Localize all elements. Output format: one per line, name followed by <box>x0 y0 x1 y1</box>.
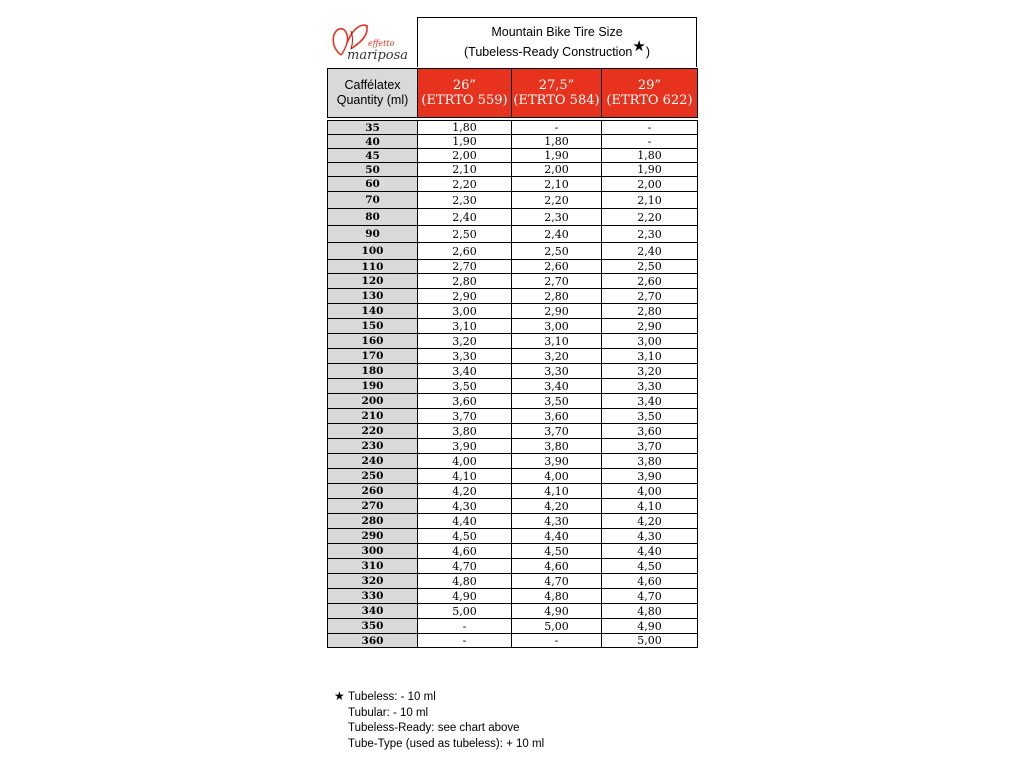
quantity-cell: 320 <box>328 574 418 589</box>
quantity-cell: 290 <box>328 529 418 544</box>
title-line-1: Mountain Bike Tire Size <box>491 25 623 39</box>
quantity-cell: 80 <box>328 209 418 226</box>
footnote-row <box>334 737 544 753</box>
value-cell-29: 3,30 <box>602 379 698 394</box>
table-row <box>328 319 698 334</box>
value-cell-29: 4,40 <box>602 544 698 559</box>
column-header-26-size: 26” <box>452 78 477 93</box>
table-row <box>328 304 698 319</box>
butterfly-icon <box>327 17 417 68</box>
footnotes <box>334 689 544 752</box>
value-cell-275: 2,60 <box>512 260 602 274</box>
table-row <box>328 289 698 304</box>
quantity-cell: 70 <box>328 192 418 209</box>
value-cell-275: 2,20 <box>512 192 602 209</box>
table-row <box>328 499 698 514</box>
table-row <box>328 334 698 349</box>
value-cell-275: 2,90 <box>512 304 602 319</box>
quantity-cell: 45 <box>328 149 418 163</box>
column-header-26-etrto: (ETRTO 559) <box>421 93 508 108</box>
value-cell-275: 4,80 <box>512 589 602 604</box>
value-cell-29: - <box>602 135 698 149</box>
value-cell-29: 4,10 <box>602 499 698 514</box>
value-cell-275: 3,60 <box>512 409 602 424</box>
quantity-header-line-1: Caffélatex <box>344 78 401 92</box>
table-row <box>328 424 698 439</box>
quantity-cell: 180 <box>328 364 418 379</box>
value-cell-26: 2,90 <box>418 289 512 304</box>
value-cell-26: 4,00 <box>418 454 512 469</box>
table-row <box>328 529 698 544</box>
column-header-26 <box>418 69 512 118</box>
value-cell-275: 3,00 <box>512 319 602 334</box>
value-cell-275: 4,40 <box>512 529 602 544</box>
value-cell-29: 5,00 <box>602 634 698 648</box>
footnote-text: Tube-Type (used as tubeless): + 10 ml <box>348 737 545 750</box>
value-cell-29: 2,60 <box>602 274 698 289</box>
quantity-cell: 40 <box>328 135 418 149</box>
table-row <box>328 177 698 192</box>
value-cell-26: 2,40 <box>418 209 512 226</box>
value-cell-29: 3,90 <box>602 469 698 484</box>
table-row <box>328 149 698 163</box>
quantity-cell: 160 <box>328 334 418 349</box>
value-cell-26: 4,30 <box>418 499 512 514</box>
table-row <box>328 192 698 209</box>
value-cell-275: 3,80 <box>512 439 602 454</box>
value-cell-26: 4,80 <box>418 574 512 589</box>
value-cell-26: 3,60 <box>418 394 512 409</box>
value-cell-275: 4,30 <box>512 514 602 529</box>
value-cell-275: 2,00 <box>512 163 602 177</box>
value-cell-29: 4,50 <box>602 559 698 574</box>
value-cell-275: 4,70 <box>512 574 602 589</box>
value-cell-275: 3,10 <box>512 334 602 349</box>
table-row <box>328 514 698 529</box>
table-row <box>328 394 698 409</box>
footnote-row <box>334 689 544 706</box>
chart-title <box>417 17 697 67</box>
footnote-row <box>334 706 544 722</box>
table-row <box>328 559 698 574</box>
value-cell-29: 4,70 <box>602 589 698 604</box>
quantity-header-line-2: Quantity (ml) <box>336 93 409 107</box>
tire-size-chart <box>327 17 698 648</box>
value-cell-26: 1,90 <box>418 135 512 149</box>
quantity-column-header <box>328 69 418 118</box>
quantity-cell: 50 <box>328 163 418 177</box>
column-header-29-size: 29” <box>637 78 662 93</box>
quantity-cell: 310 <box>328 559 418 574</box>
star-icon: ★ <box>632 38 646 55</box>
value-cell-275: 1,80 <box>512 135 602 149</box>
value-cell-29: 4,30 <box>602 529 698 544</box>
size-table <box>327 68 698 648</box>
footnote-star-icon: ★ <box>334 689 345 703</box>
value-cell-275: 4,10 <box>512 484 602 499</box>
value-cell-26: 3,00 <box>418 304 512 319</box>
title-line-2-close: ) <box>645 45 650 59</box>
value-cell-26: 2,10 <box>418 163 512 177</box>
value-cell-26: 4,70 <box>418 559 512 574</box>
quantity-cell: 35 <box>328 121 418 135</box>
value-cell-29: 3,50 <box>602 409 698 424</box>
table-row <box>328 619 698 634</box>
column-header-29-etrto: (ETRTO 622) <box>606 93 693 108</box>
value-cell-26: 2,50 <box>418 226 512 243</box>
table-row <box>328 135 698 149</box>
value-cell-29: 4,20 <box>602 514 698 529</box>
table-header-row <box>328 69 698 118</box>
brand-logo <box>327 17 417 68</box>
quantity-cell: 130 <box>328 289 418 304</box>
chart-header <box>327 17 698 68</box>
table-row <box>328 243 698 260</box>
table-row <box>328 634 698 648</box>
value-cell-275: 3,90 <box>512 454 602 469</box>
value-cell-26: - <box>418 634 512 648</box>
value-cell-26: 3,80 <box>418 424 512 439</box>
value-cell-26: 4,60 <box>418 544 512 559</box>
value-cell-26: 2,00 <box>418 149 512 163</box>
value-cell-26: 2,30 <box>418 192 512 209</box>
value-cell-26: - <box>418 619 512 634</box>
value-cell-275: 3,50 <box>512 394 602 409</box>
table-row <box>328 484 698 499</box>
column-header-275-size: 27,5” <box>538 78 575 93</box>
quantity-cell: 90 <box>328 226 418 243</box>
footnote-text: Tubeless: - 10 ml <box>348 691 436 703</box>
value-cell-29: 3,20 <box>602 364 698 379</box>
value-cell-29: 4,90 <box>602 619 698 634</box>
table-row <box>328 574 698 589</box>
value-cell-275: 3,20 <box>512 349 602 364</box>
title-line-2-text: (Tubeless-Ready Construction <box>464 45 633 59</box>
value-cell-26: 2,20 <box>418 177 512 192</box>
value-cell-26: 4,50 <box>418 529 512 544</box>
value-cell-26: 3,30 <box>418 349 512 364</box>
value-cell-29: 2,80 <box>602 304 698 319</box>
value-cell-275: - <box>512 634 602 648</box>
table-row <box>328 209 698 226</box>
quantity-cell: 120 <box>328 274 418 289</box>
quantity-cell: 170 <box>328 349 418 364</box>
value-cell-26: 2,80 <box>418 274 512 289</box>
table-row <box>328 469 698 484</box>
value-cell-26: 3,40 <box>418 364 512 379</box>
table-row <box>328 454 698 469</box>
table-row <box>328 604 698 619</box>
quantity-cell: 280 <box>328 514 418 529</box>
table-row <box>328 274 698 289</box>
value-cell-29: 4,80 <box>602 604 698 619</box>
value-cell-26: 3,20 <box>418 334 512 349</box>
column-header-275-etrto: (ETRTO 584) <box>513 93 600 108</box>
value-cell-275: 2,10 <box>512 177 602 192</box>
value-cell-29: 2,30 <box>602 226 698 243</box>
footnote-row <box>334 721 544 737</box>
value-cell-275: - <box>512 121 602 135</box>
value-cell-26: 3,90 <box>418 439 512 454</box>
quantity-cell: 100 <box>328 243 418 260</box>
value-cell-275: 4,00 <box>512 469 602 484</box>
quantity-cell: 260 <box>328 484 418 499</box>
table-row <box>328 544 698 559</box>
value-cell-29: 4,60 <box>602 574 698 589</box>
quantity-cell: 110 <box>328 260 418 274</box>
value-cell-26: 4,20 <box>418 484 512 499</box>
value-cell-26: 3,10 <box>418 319 512 334</box>
quantity-cell: 190 <box>328 379 418 394</box>
quantity-cell: 140 <box>328 304 418 319</box>
value-cell-29: 2,20 <box>602 209 698 226</box>
quantity-cell: 360 <box>328 634 418 648</box>
brand-top-text: effetto <box>368 39 395 48</box>
value-cell-29: 3,70 <box>602 439 698 454</box>
quantity-cell: 210 <box>328 409 418 424</box>
value-cell-29: 3,60 <box>602 424 698 439</box>
value-cell-275: 2,70 <box>512 274 602 289</box>
value-cell-26: 4,10 <box>418 469 512 484</box>
table-row <box>328 226 698 243</box>
value-cell-29: 2,00 <box>602 177 698 192</box>
quantity-cell: 200 <box>328 394 418 409</box>
value-cell-26: 2,60 <box>418 243 512 260</box>
value-cell-275: 4,60 <box>512 559 602 574</box>
quantity-cell: 60 <box>328 177 418 192</box>
quantity-cell: 250 <box>328 469 418 484</box>
value-cell-29: 1,90 <box>602 163 698 177</box>
table-row <box>328 379 698 394</box>
quantity-cell: 340 <box>328 604 418 619</box>
column-header-275 <box>512 69 602 118</box>
quantity-cell: 150 <box>328 319 418 334</box>
value-cell-29: 3,00 <box>602 334 698 349</box>
quantity-cell: 230 <box>328 439 418 454</box>
quantity-cell: 220 <box>328 424 418 439</box>
footnote-text: Tubeless-Ready: see chart above <box>348 722 520 734</box>
value-cell-26: 1,80 <box>418 121 512 135</box>
value-cell-26: 2,70 <box>418 260 512 274</box>
value-cell-29: 3,80 <box>602 454 698 469</box>
table-row <box>328 349 698 364</box>
value-cell-29: 2,70 <box>602 289 698 304</box>
title-line-2 <box>418 38 696 60</box>
value-cell-275: 4,50 <box>512 544 602 559</box>
value-cell-26: 4,90 <box>418 589 512 604</box>
value-cell-275: 2,80 <box>512 289 602 304</box>
value-cell-275: 2,40 <box>512 226 602 243</box>
table-row <box>328 163 698 177</box>
brand-name: mariposa <box>347 48 409 63</box>
value-cell-29: 1,80 <box>602 149 698 163</box>
quantity-cell: 330 <box>328 589 418 604</box>
table-row <box>328 121 698 135</box>
value-cell-275: 1,90 <box>512 149 602 163</box>
value-cell-29: 2,50 <box>602 260 698 274</box>
value-cell-275: 5,00 <box>512 619 602 634</box>
value-cell-29: 2,40 <box>602 243 698 260</box>
quantity-cell: 240 <box>328 454 418 469</box>
value-cell-29: 2,10 <box>602 192 698 209</box>
column-header-29 <box>602 69 698 118</box>
table-row <box>328 364 698 379</box>
quantity-cell: 350 <box>328 619 418 634</box>
value-cell-275: 3,70 <box>512 424 602 439</box>
table-row <box>328 260 698 274</box>
table-row <box>328 409 698 424</box>
table-row <box>328 589 698 604</box>
value-cell-29: 2,90 <box>602 319 698 334</box>
table-body <box>328 121 698 648</box>
value-cell-275: 2,30 <box>512 209 602 226</box>
footnote-text: Tubular: - 10 ml <box>348 706 429 719</box>
value-cell-29: - <box>602 121 698 135</box>
value-cell-29: 3,40 <box>602 394 698 409</box>
value-cell-26: 4,40 <box>418 514 512 529</box>
value-cell-275: 4,20 <box>512 499 602 514</box>
quantity-cell: 300 <box>328 544 418 559</box>
value-cell-26: 3,70 <box>418 409 512 424</box>
quantity-cell: 270 <box>328 499 418 514</box>
value-cell-275: 4,90 <box>512 604 602 619</box>
value-cell-275: 3,30 <box>512 364 602 379</box>
value-cell-29: 3,10 <box>602 349 698 364</box>
value-cell-26: 5,00 <box>418 604 512 619</box>
value-cell-26: 3,50 <box>418 379 512 394</box>
value-cell-29: 4,00 <box>602 484 698 499</box>
table-row <box>328 439 698 454</box>
value-cell-275: 2,50 <box>512 243 602 260</box>
value-cell-275: 3,40 <box>512 379 602 394</box>
